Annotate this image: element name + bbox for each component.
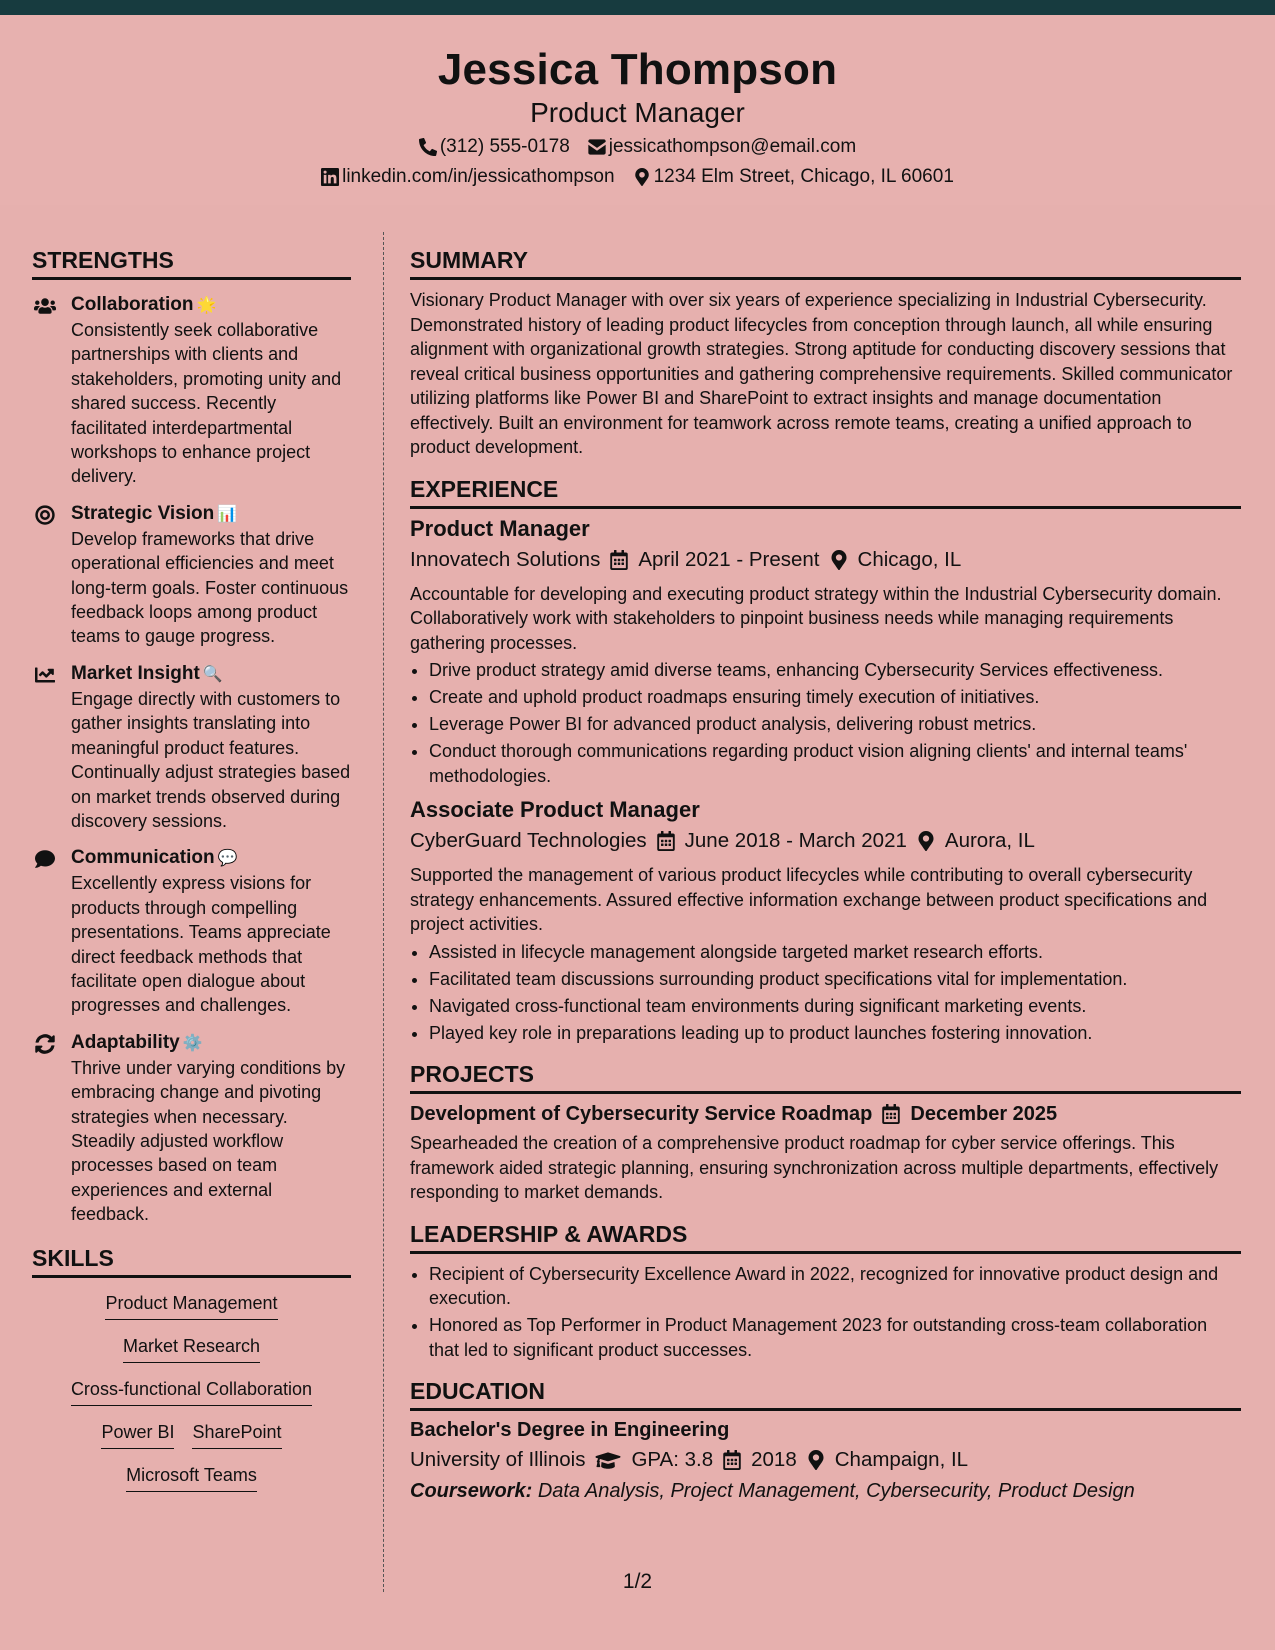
degree-title: Bachelor's Degree in Engineering	[410, 1419, 730, 1441]
skill-tag: Power BI	[101, 1420, 174, 1449]
skills-row	[32, 1377, 351, 1406]
users-icon	[34, 296, 56, 316]
job-dates: June 2018 - March 2021	[657, 827, 907, 855]
location-pin-icon	[807, 1450, 825, 1470]
candidate-name: Jessica Thompson	[437, 45, 838, 94]
strength-item	[32, 846, 351, 1017]
linkedin-icon	[321, 168, 339, 186]
calendar-icon	[610, 550, 628, 570]
education-heading: EDUCATION	[410, 1376, 1241, 1411]
calendar-icon	[723, 1450, 741, 1470]
coursework	[410, 1477, 1241, 1505]
email-contact[interactable]	[588, 135, 856, 159]
experience-heading: EXPERIENCE	[410, 474, 1241, 509]
strength-desc: Consistently seek collaborative partnerships with clients and stakeholders, promoting unity and shared success. Recently facilitated interdepartmental workshops to enhance project delivery.	[71, 320, 342, 487]
strength-title: Communication 💬	[71, 847, 238, 869]
skills-list	[32, 1291, 351, 1492]
linkedin-contact[interactable]	[321, 165, 614, 189]
list-item: • Conduct thorough communications regarding product vision aligning clients' and internal teams' methodologies.	[429, 739, 1241, 788]
summary-text: Visionary Product Manager with over six years of experience specializing in Industrial Cybersecurity. Demonstrated history of leading product lifecycles from conception through launch, all while ensuring alignment with organizational growth strategies. Strong aptitude for conducting discovery sessions that reveal critical business opportunities and gathering comprehensive requirements. Skilled communicator utilizing platforms like Power BI and SharePoint to extract insights and manage documentation effectively. Built an environment for teamwork across remote teams, creating a unified approach to product development.	[410, 290, 1233, 457]
calendar-icon	[657, 831, 675, 851]
skill-tag: Microsoft Teams	[126, 1463, 257, 1492]
project-date: December 2025	[882, 1100, 1057, 1128]
strength-item	[32, 293, 351, 489]
list-item: • Leverage Power BI for advanced product analysis, delivering robust metrics.	[429, 712, 1241, 737]
calendar-icon	[882, 1104, 900, 1124]
envelope-icon	[588, 138, 606, 156]
linkedin-text: linkedin.com/in/jessicathompson	[342, 166, 615, 187]
strength-desc: Develop frameworks that drive operational efficiencies and meet long-term goals. Foster continuous feedback loops among product teams to gauge progress.	[71, 528, 349, 647]
phone-icon	[419, 138, 437, 156]
comment-icon	[34, 849, 56, 869]
job-company: Innovatech Solutions	[410, 547, 601, 571]
project-name: Development of Cybersecurity Service Roadmap	[410, 1103, 873, 1125]
strength-title: Collaboration 🌟	[71, 294, 217, 315]
strength-desc: Excellently express visions for products through compelling presentations. Teams appreciate direct feedback methods that facilitate open dialogue about progresses and challenges.	[71, 873, 331, 1016]
top-accent-bar	[0, 0, 1275, 15]
list-item: • Facilitated team discussions surrounding product specifications vital for implementation.	[429, 967, 1241, 992]
list-item: • Drive product strategy amid diverse teams, enhancing Cybersecurity Services effectiveness.	[429, 658, 1241, 683]
project-title	[410, 1100, 1241, 1128]
graduation-cap-icon	[595, 1450, 621, 1470]
job-description: Supported the management of various product lifecycles while contributing to overall cybersecurity strategy enhancements. Assured effective information exchange between product specifications and project activities.	[410, 865, 1208, 934]
email-text: jessicathompson@email.com	[608, 136, 857, 157]
job-location: Chicago, IL	[830, 546, 962, 574]
summary-heading: SUMMARY	[410, 245, 1241, 280]
contact-row-1	[0, 135, 1275, 159]
list-item: • Played key role in preparations leading up to product launches fostering innovation.	[429, 1021, 1241, 1046]
list-item: • Honored as Top Performer in Product Management 2023 for outstanding cross-team collaboration that led to significant product successes.	[429, 1313, 1241, 1362]
job-meta	[410, 827, 1241, 855]
address-contact	[633, 165, 954, 189]
coursework-list: Data Analysis, Project Management, Cybersecurity, Product Design	[537, 1480, 1135, 1502]
skill-tag: SharePoint	[192, 1420, 281, 1449]
education-meta	[410, 1446, 1241, 1474]
job-location: Aurora, IL	[917, 827, 1035, 855]
strength-title: Market Insight 🔍	[71, 662, 223, 684]
strength-desc: Engage directly with customers to gather insights translating into meaningful product features. Continually adjust strategies based on market trends observed during discovery sessions.	[71, 688, 351, 831]
skills-heading: SKILLS	[32, 1243, 351, 1278]
list-item: • Recipient of Cybersecurity Excellence Award in 2022, recognized for innovative product design and execution.	[429, 1262, 1241, 1311]
location-pin-icon	[917, 831, 935, 851]
school-name: University of Illinois	[410, 1448, 586, 1471]
left-column	[32, 245, 351, 1492]
projects-heading: PROJECTS	[410, 1059, 1241, 1094]
target-icon	[34, 505, 56, 525]
page-number: 1/2	[622, 1570, 653, 1593]
graduation-year: 2018	[723, 1446, 797, 1474]
strength-desc: Thrive under varying conditions by embracing change and pivoting strategies when necessary. Steadily adjusted workflow processes based on team experiences and external feedback.	[71, 1057, 346, 1225]
strength-title: Strategic Vision 📊	[71, 502, 238, 524]
strengths-heading: STRENGTHS	[32, 245, 351, 280]
gpa: GPA: 3.8	[595, 1446, 713, 1474]
job-description: Accountable for developing and executing product strategy within the Industrial Cybersecurity domain. Collaboratively work with stakeholders to pinpoint business needs while managing requirements gathering processes.	[410, 583, 1222, 653]
phone-contact	[419, 135, 570, 159]
job-title: Product Manager	[410, 515, 590, 541]
sync-icon	[34, 1034, 56, 1054]
skills-row	[32, 1463, 351, 1492]
job-bullets	[410, 940, 1241, 1046]
skill-tag: Market Research	[123, 1334, 260, 1363]
strength-title: Adaptability ⚙️	[71, 1031, 203, 1053]
location-pin-icon	[830, 550, 848, 570]
skills-row	[32, 1420, 351, 1449]
job-company: CyberGuard Technologies	[410, 829, 647, 852]
list-item: • Create and uphold product roadmaps ensuring timely execution of initiatives.	[429, 685, 1241, 710]
address-text: 1234 Elm Street, Chicago, IL 60601	[653, 166, 954, 187]
strength-item	[32, 1031, 351, 1227]
skills-row	[32, 1291, 351, 1320]
chart-line-icon	[34, 665, 56, 685]
job-title: Associate Product Manager	[410, 797, 700, 822]
job-meta	[410, 546, 1241, 574]
education-location: Champaign, IL	[807, 1446, 968, 1474]
strength-item	[32, 502, 351, 649]
coursework-label: Coursework:	[410, 1480, 533, 1502]
list-item: • Assisted in lifecycle management alongside targeted market research efforts.	[429, 940, 1241, 965]
job-entry	[410, 796, 1241, 1045]
skills-row	[32, 1334, 351, 1363]
skill-tag: Cross-functional Collaboration	[71, 1377, 312, 1406]
right-column	[410, 245, 1241, 1505]
skill-tag: Product Management	[105, 1291, 277, 1320]
job-dates: April 2021 - Present	[610, 546, 819, 574]
phone-text: (312) 555-0178	[439, 136, 570, 157]
job-entry	[410, 515, 1241, 789]
strength-item	[32, 662, 351, 833]
resume-header	[0, 15, 1275, 205]
awards-heading: LEADERSHIP & AWARDS	[410, 1219, 1241, 1254]
list-item: • Navigated cross-functional team environments during significant marketing events.	[429, 994, 1241, 1019]
candidate-role: Product Manager	[530, 97, 745, 128]
job-bullets	[410, 658, 1241, 788]
column-divider	[383, 232, 384, 1592]
contact-row-2	[0, 165, 1275, 189]
project-description: Spearheaded the creation of a comprehensive product roadmap for cyber service offerings. This framework aided strategic planning, ensuring synchronization across multiple departments, effectively responding to market demands.	[410, 1133, 1219, 1202]
awards-list	[410, 1262, 1241, 1363]
location-pin-icon	[633, 168, 651, 186]
